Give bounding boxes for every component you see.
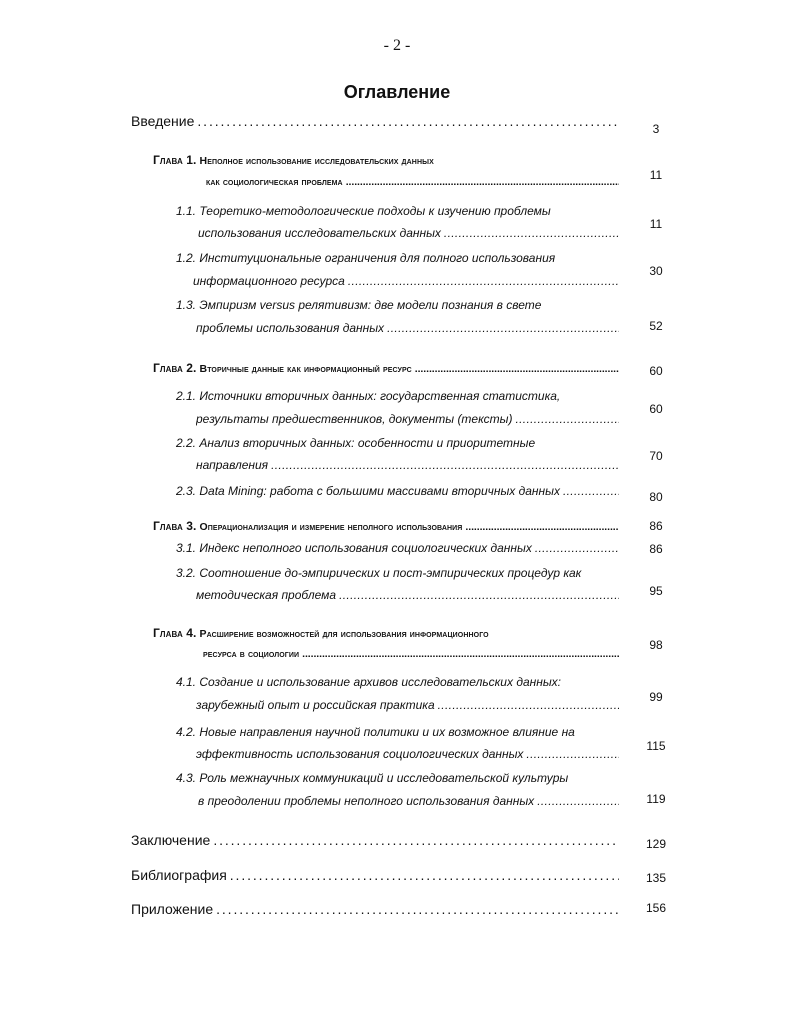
toc-section-4-3[interactable]: 4.3. Роль межнаучных коммуникаций и исследовательской культуры xyxy=(176,771,569,785)
toc-label: в преодолении проблемы неполного использования данных xyxy=(198,794,535,808)
toc-label: как социологическая проблема xyxy=(206,176,343,188)
page-ref: 80 xyxy=(649,490,663,504)
toc-label: Расширение возможностей для использования информационного xyxy=(199,628,489,640)
toc-section-2-2-line2 xyxy=(196,458,619,472)
page-ref: 156 xyxy=(645,901,667,915)
toc-label: направления xyxy=(196,458,269,472)
leader-dots xyxy=(444,226,619,240)
toc-label: зарубежный опыт и российская практика xyxy=(196,698,435,712)
toc-chapter-4[interactable] xyxy=(153,626,489,640)
page-ref: 95 xyxy=(649,584,663,598)
toc-label: проблемы использования данных xyxy=(196,321,385,335)
toc-label: эффективность использования социологических данных xyxy=(196,747,524,761)
page-ref: 30 xyxy=(649,264,663,278)
page-ref: 99 xyxy=(649,690,663,704)
toc-chapter-2[interactable] xyxy=(153,361,619,375)
leader-dots xyxy=(563,484,619,498)
toc-label: Введение xyxy=(131,113,195,129)
page-ref: 11 xyxy=(649,168,663,182)
chapter-prefix: Глава 1. xyxy=(153,153,197,167)
page-ref: 86 xyxy=(649,519,663,533)
page-ref: 60 xyxy=(649,364,663,378)
toc-section-3-2-line2 xyxy=(196,588,619,602)
leader-dots xyxy=(346,176,619,188)
page-ref: 98 xyxy=(649,638,663,652)
page-ref: 119 xyxy=(646,792,666,806)
toc-appendix[interactable] xyxy=(131,901,619,917)
toc-section-2-1[interactable]: 2.1. Источники вторичных данных: государственная статистика, xyxy=(176,389,561,403)
leader-dots xyxy=(526,747,619,761)
toc-label: Заключение xyxy=(131,832,211,848)
leader-dots xyxy=(537,794,619,808)
toc-section-1-3-line2 xyxy=(196,321,619,335)
toc-section-2-3[interactable] xyxy=(176,484,619,498)
toc-section-1-3[interactable]: 1.3. Эмпиризм versus релятивизм: две модели познания в свете xyxy=(176,298,542,312)
leader-dots xyxy=(213,832,619,848)
toc-label: результаты предшественников, документы (тексты) xyxy=(196,412,513,426)
page-ref: 86 xyxy=(649,542,663,556)
leader-dots xyxy=(348,274,619,288)
toc-conclusion[interactable] xyxy=(131,832,619,848)
page-number: - 2 - xyxy=(383,37,411,54)
page-ref: 135 xyxy=(645,871,667,885)
toc-label: Приложение xyxy=(131,901,214,917)
toc-label: 3.1. Индекс неполного использования социологических данных xyxy=(176,541,532,555)
page-ref: 52 xyxy=(649,319,663,333)
toc-section-4-3-line2 xyxy=(198,794,619,808)
leader-dots xyxy=(515,412,619,426)
toc-section-4-2-line2 xyxy=(196,747,619,761)
toc-bibliography[interactable] xyxy=(131,867,619,883)
leader-dots xyxy=(535,541,619,555)
page-ref: 115 xyxy=(646,739,666,753)
page-ref: 129 xyxy=(645,837,667,851)
toc-label: ресурса в социологии xyxy=(203,648,300,660)
chapter-prefix: Глава 3. xyxy=(153,519,197,533)
toc-section-1-1[interactable]: 1.1. Теоретико-методологические подходы к изучению проблемы xyxy=(176,204,551,218)
page-ref: 3 xyxy=(652,122,660,136)
leader-dots xyxy=(465,521,619,533)
toc-chapter-4-line2 xyxy=(203,648,619,660)
toc-label: методическая проблема xyxy=(196,588,337,602)
leader-dots xyxy=(438,698,619,712)
chapter-prefix: Глава 4. xyxy=(153,626,197,640)
toc-label: информационного ресурса xyxy=(193,274,345,288)
toc-chapter-1[interactable] xyxy=(153,153,434,167)
page-title: Оглавление xyxy=(343,82,451,102)
leader-dots xyxy=(230,867,619,883)
leader-dots xyxy=(339,588,619,602)
leader-dots xyxy=(197,113,619,129)
toc-label: использования исследовательских данных xyxy=(198,226,441,240)
toc-label: Библиография xyxy=(131,867,227,883)
toc-section-1-2-line2 xyxy=(193,274,619,288)
toc-section-2-2[interactable]: 2.2. Анализ вторичных данных: особенности и приоритетные xyxy=(176,436,536,450)
leader-dots xyxy=(302,648,619,660)
page-ref: 11 xyxy=(649,217,663,231)
toc-chapter-1-line2 xyxy=(206,176,619,188)
leader-dots xyxy=(216,901,619,917)
toc-section-4-1-line2 xyxy=(196,698,619,712)
toc-label: Операционализация и измерение неполного использования xyxy=(199,521,463,533)
page-ref: 60 xyxy=(649,402,663,416)
leader-dots xyxy=(271,458,619,472)
toc-intro[interactable] xyxy=(131,113,619,129)
toc-section-1-2[interactable]: 1.2. Институциональные ограничения для полного использования xyxy=(176,251,556,265)
toc-label: 2.3. Data Mining: работа с большими массивами вторичных данных xyxy=(176,484,560,498)
chapter-prefix: Глава 2. xyxy=(153,361,197,375)
toc-label: Неполное использование исследовательских данных xyxy=(199,155,434,167)
toc-section-2-1-line2 xyxy=(196,412,619,426)
toc-section-4-2[interactable]: 4.2. Новые направления научной политики и их возможное влияние на xyxy=(176,725,575,739)
toc-label: Вторичные данные как информационный ресурс xyxy=(199,363,412,375)
toc-section-4-1[interactable]: 4.1. Создание и использование архивов исследовательских данных: xyxy=(176,675,561,689)
toc-section-3-1[interactable] xyxy=(176,541,619,555)
leader-dots xyxy=(415,363,619,375)
leader-dots xyxy=(387,321,619,335)
toc-section-3-2[interactable]: 3.2. Соотношение до-эмпирических и пост-эмпирических процедур как xyxy=(176,566,582,580)
page-ref: 70 xyxy=(649,449,663,463)
toc-chapter-3[interactable] xyxy=(153,519,619,533)
toc-section-1-1-line2 xyxy=(198,226,619,240)
